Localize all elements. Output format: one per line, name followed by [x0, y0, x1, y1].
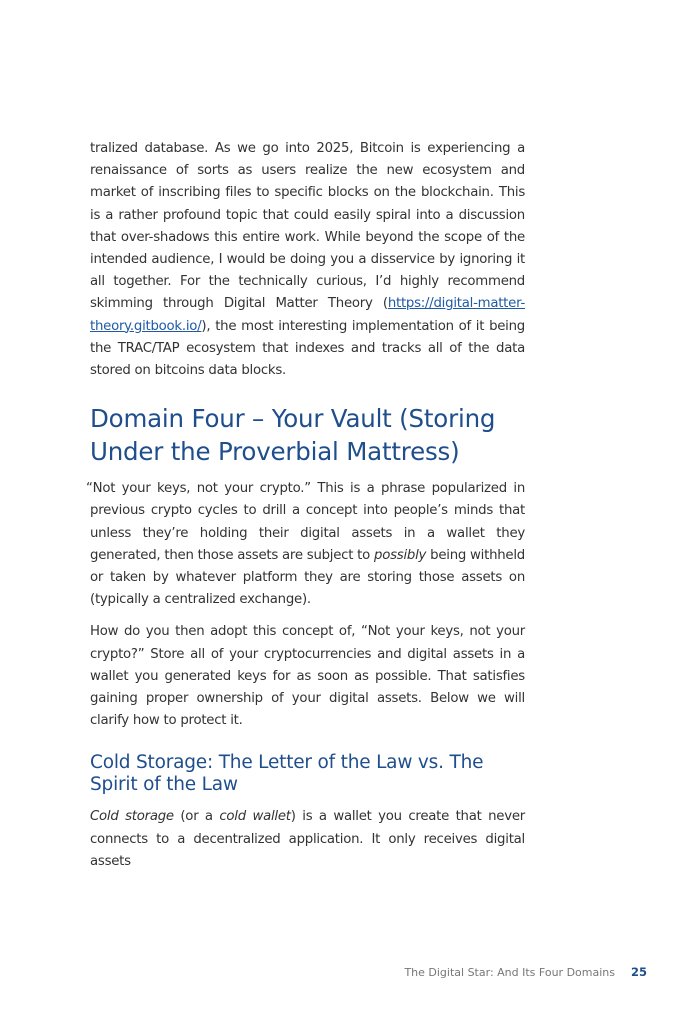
paragraph-text: (or a	[173, 809, 220, 825]
paragraph-text: tralized database. As we go into 2025, Bitcoin is experiencing a renaissance of sorts as users realize the new ecosystem and market of inscribing files to specific blocks on the blockchain. This is a rather profound topic that could easily spiral into a discussion that over-shadows this entire work. While beyond the scope of the intended audience, I would be doing you a disservice by ignoring it all together. For the technically curious, I’d highly recommend skimming through Digital Matter Theory (	[90, 141, 525, 312]
paragraph-text: ) is a wallet you create that never connects to a decentralized application. It only receives digital assets	[90, 809, 525, 869]
digital-matter-theory-link[interactable]: https://digital-matter-theory.gitbook.io/	[90, 296, 525, 334]
section-heading-domain-four: Domain Four – Your Vault (Storing Under the Proverbial Mattress)	[90, 404, 496, 467]
paragraph-cold-storage	[90, 806, 525, 873]
subsection-heading-cold-storage: Cold Storage: The Letter of the Law vs. The Spirit of the Law	[90, 752, 484, 796]
page-content	[86, 138, 525, 873]
paragraph-text: “Not your keys, not your crypto.” This is a phrase popularized in previous crypto cycles to drill a concept into people’s minds that unless they’re holding their digital assets in a wallet they generated, then those assets are subject to	[86, 481, 525, 563]
footer-book-title: The Digital Star: And Its Four Domains	[404, 966, 615, 979]
paragraph-adopt-concept: How do you then adopt this concept of, “Not your keys, not your crypto?” Store all of your cryptocurrencies and digital assets in a wallet you generated keys for as soon as possible. That satisfies gaining proper ownership of your digital assets. Below we will clarify how to protect it.	[90, 624, 525, 729]
paragraph-text: ), the most interesting implementation of it being the TRAC/TAP ecosystem that indexes and tracks all of the data stored on bitcoins data blocks.	[90, 318, 525, 379]
emphasis-text: Cold storage	[90, 809, 174, 825]
paragraph-not-your-keys	[86, 478, 525, 611]
paragraph-text: being withheld or taken by whatever platform they are storing those assets on (typically a centralized exchange).	[90, 547, 525, 608]
emphasis-text: cold wallet	[219, 809, 291, 825]
emphasis-text: possibly	[374, 547, 427, 563]
page-footer	[404, 965, 647, 979]
page-number: 25	[630, 965, 647, 979]
paragraph-digital-matter	[90, 138, 525, 382]
